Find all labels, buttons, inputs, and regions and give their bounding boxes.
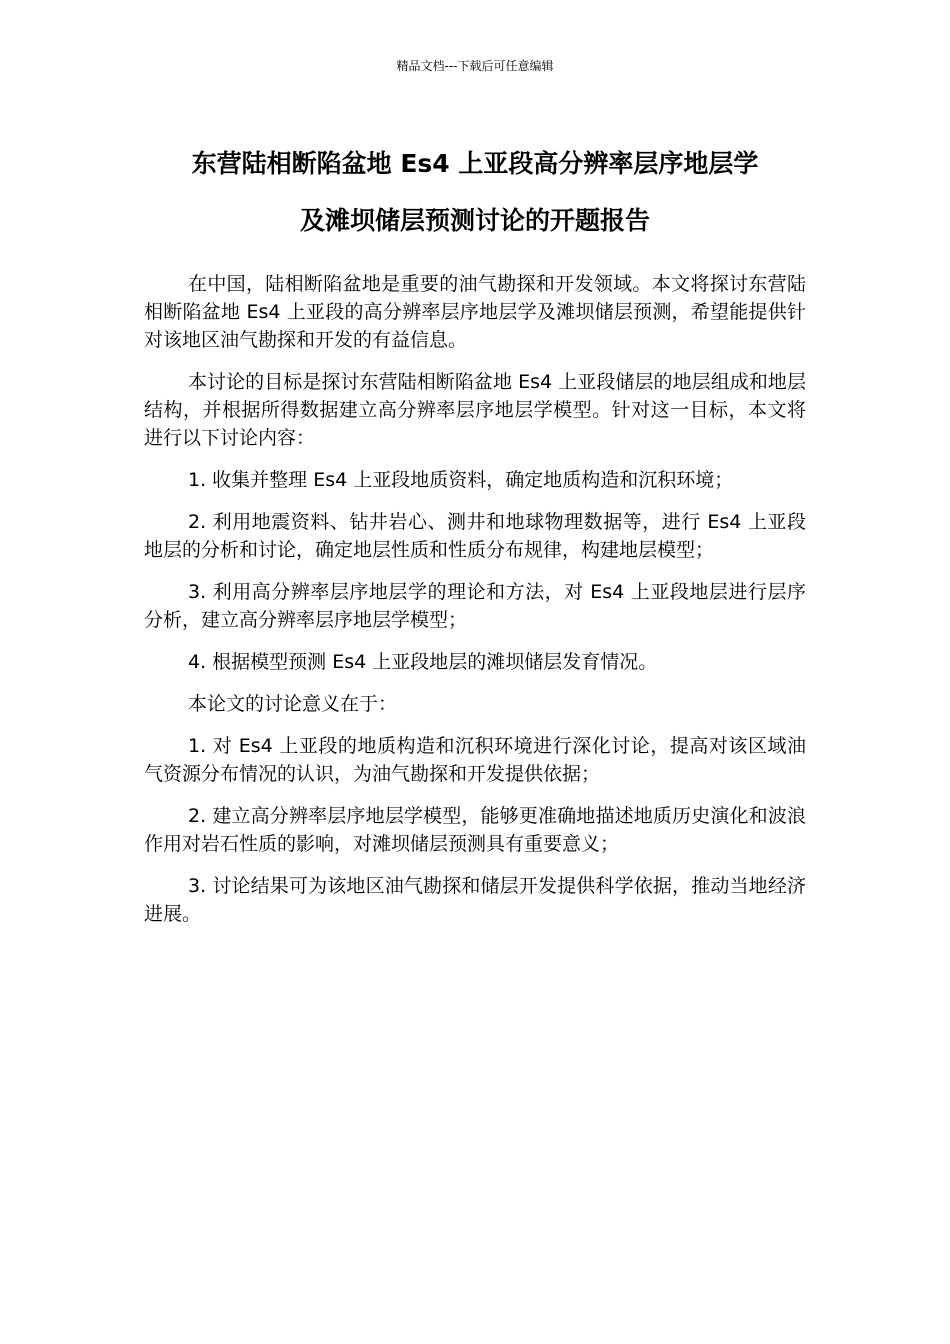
paragraph-item-2: 2. 利用地震资料、钻井岩心、测井和地球物理数据等，进行 Es4 上亚段地层的分析和讨论，确定地层性质和性质分布规律，构建地层模型； bbox=[144, 511, 806, 561]
paragraph-objective: 本讨论的目标是探讨东营陆相断陷盆地 Es4 上亚段储层的地层组成和地层结构，并根据所得数据建立高分辨率层序地层学模型。针对这一目标，本文将进行以下讨论内容： bbox=[144, 371, 806, 449]
paragraph-significance-2: 2. 建立高分辨率层序地层学模型，能够更准确地描述地质历史演化和波浪作用对岩石性质的影响，对滩坝储层预测具有重要意义； bbox=[144, 805, 806, 855]
title-line-2: 及滩坝储层预测讨论的开题报告 bbox=[299, 206, 650, 235]
title-line-1: 东营陆相断陷盆地 Es4 上亚段高分辨率层序地层学 bbox=[191, 149, 759, 178]
document-title bbox=[144, 135, 806, 249]
paragraph-item-1: 1. 收集并整理 Es4 上亚段地质资料，确定地质构造和沉积环境； bbox=[188, 469, 734, 491]
paragraph-significance-1: 1. 对 Es4 上亚段的地质构造和沉积环境进行深化讨论，提高对该区域油气资源分布情况的认识，为油气勘探和开发提供依据； bbox=[144, 735, 806, 785]
paragraph-intro: 在中国，陆相断陷盆地是重要的油气勘探和开发领域。本文将探讨东营陆相断陷盆地 Es4 上亚段的高分辨率层序地层学及滩坝储层预测，希望能提供针对该地区油气勘探和开发的有益信息。 bbox=[144, 273, 806, 351]
document-body bbox=[144, 270, 806, 942]
paragraph-item-3: 3. 利用高分辨率层序地层学的理论和方法，对 Es4 上亚段地层进行层序分析，建立高分辨率层序地层学模型； bbox=[144, 581, 806, 631]
paragraph-item-4: 4. 根据模型预测 Es4 上亚段地层的滩坝储层发育情况。 bbox=[188, 651, 658, 673]
page-header: 精品文档---下载后可任意编辑 bbox=[396, 59, 554, 73]
paragraph-significance-3: 3. 讨论结果可为该地区油气勘探和储层开发提供科学依据，推动当地经济进展。 bbox=[144, 875, 806, 925]
paragraph-significance-heading: 本论文的讨论意义在于： bbox=[188, 693, 398, 715]
